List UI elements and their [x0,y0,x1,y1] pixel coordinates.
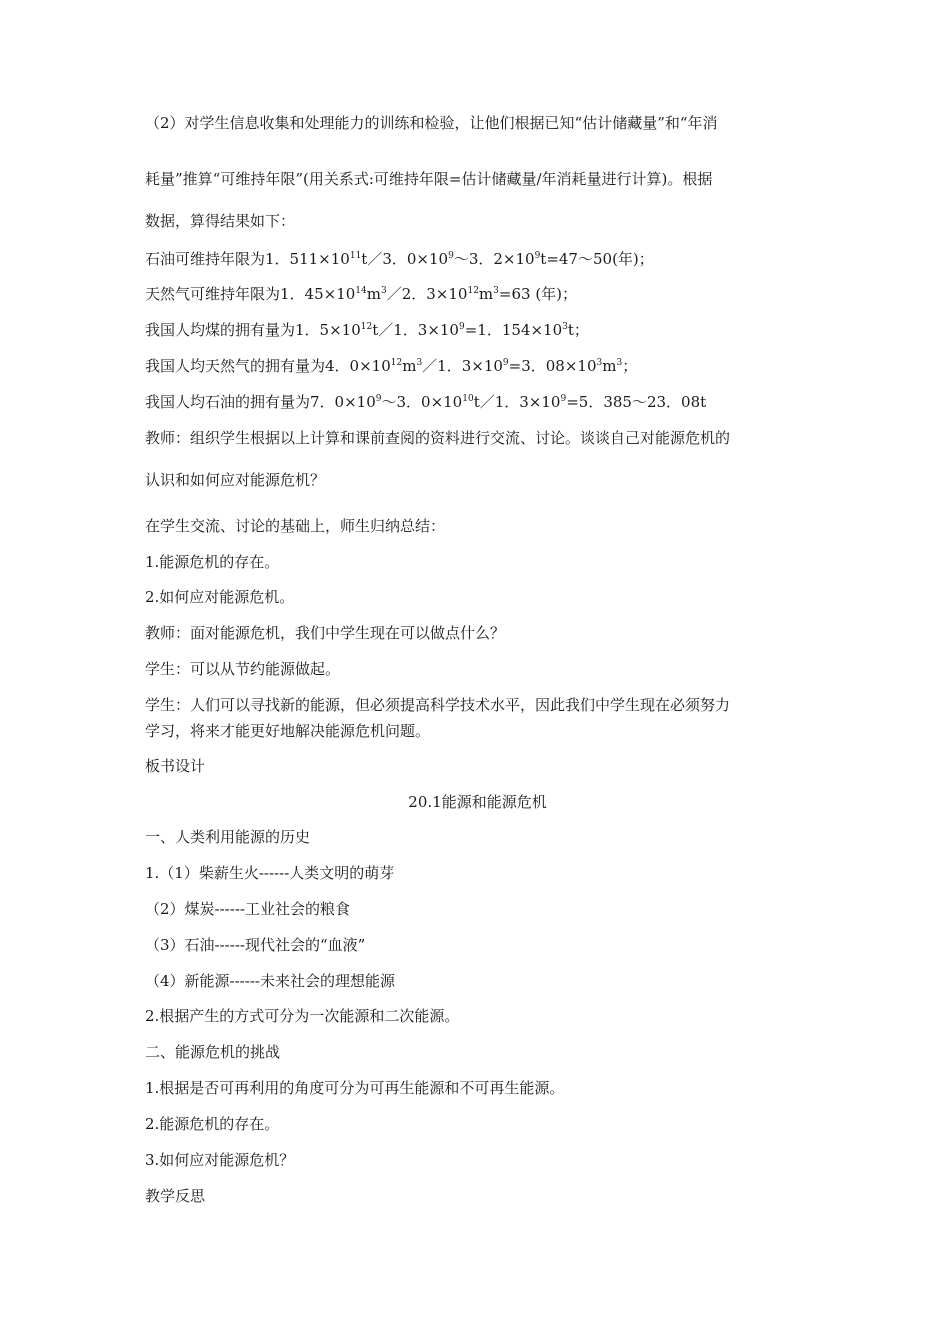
section-1-item-1: 1.（1）柴薪生火------人类文明的萌芽 [145,864,395,882]
section-2-heading: 二、能源危机的挑战 [145,1043,281,1061]
section-1-item-5: 2.根据产生的方式可分为一次能源和二次能源。 [145,1007,460,1025]
oil-years-line: 石油可维持年限为1．$511\times 10^{11}t/3$．$0\times 10^9\sim 3$．$2\times 10^9t=47\sim 50$(年)； [145,250,654,268]
intro-line-2: 耗量”推算“可维持年限”(用关系式:可维持年限=估计储藏量/年消耗量进行计算)。根据 [145,170,713,188]
student-answer-2-line-1: 学生：人们可以寻找新的能源，但必须提高科学技术水平，因此我们中学生现在必须努力 [145,696,731,714]
board-title: 20.1能源和能源危机 [408,793,547,811]
summary-item-1: 1.能源危机的存在。 [145,553,280,571]
summary-intro: 在学生交流、讨论的基础上，师生归纳总结： [145,517,446,535]
gas-years-line: 天然气可维持年限为1．$45\times 10^{14}m^3/2$．$3\times 10^{12}m^3=63$ (年)； [145,285,578,303]
teacher-prompt-line-1: 教师：组织学生根据以上计算和课前查阅的资料进行交流、讨论。谈谈自己对能源危机的 [145,429,731,447]
intro-line-3: 数据，算得结果如下： [145,212,296,230]
section-2-item-1: 1.根据是否可再利用的角度可分为可再生能源和不可再生能源。 [145,1079,565,1097]
section-2-item-2: 2.能源危机的存在。 [145,1115,280,1133]
oil-per-capita-line: 我国人均石油的拥有量为7．$0\times 10^9\sim 3$．$0\times 10^{10}t/1$．$3\times 10^9=5$．385～23．08t [145,393,707,411]
gas-per-capita-line: 我国人均天然气的拥有量为4．$0\times 10^{12}m^3/1$．$3\times 10^9=3$．$08\times 10^3m^3$； [145,357,638,375]
summary-item-2: 2.如何应对能源危机。 [145,588,295,606]
section-1-item-3: （3）石油------现代社会的“血液” [145,936,366,954]
section-2-item-3: 3.如何应对能源危机？ [145,1151,295,1169]
teacher-prompt-line-2: 认识和如何应对能源危机？ [145,471,326,489]
section-1-item-2: （2）煤炭------工业社会的粮食 [145,900,350,918]
teacher-question: 教师：面对能源危机，我们中学生现在可以做点什么？ [145,624,506,642]
student-answer-1: 学生：可以从节约能源做起。 [145,660,341,678]
section-1-item-4: （4）新能源------未来社会的理想能源 [145,972,395,990]
intro-line-1: （2）对学生信息收集和处理能力的训练和检验，让他们根据已知“估计储藏量”和“年消 [145,114,718,132]
section-1-heading: 一、人类利用能源的历史 [145,828,311,846]
student-answer-2-line-2: 学习，将来才能更好地解决能源危机问题。 [145,722,431,740]
board-design-heading: 板书设计 [145,757,206,775]
teaching-reflection-heading: 教学反思 [145,1187,206,1205]
coal-per-capita-line: 我国人均煤的拥有量为1．$5\times 10^{12}t/1$．$3\times 10^9=1$．$154\times 10^3t$； [145,321,589,339]
